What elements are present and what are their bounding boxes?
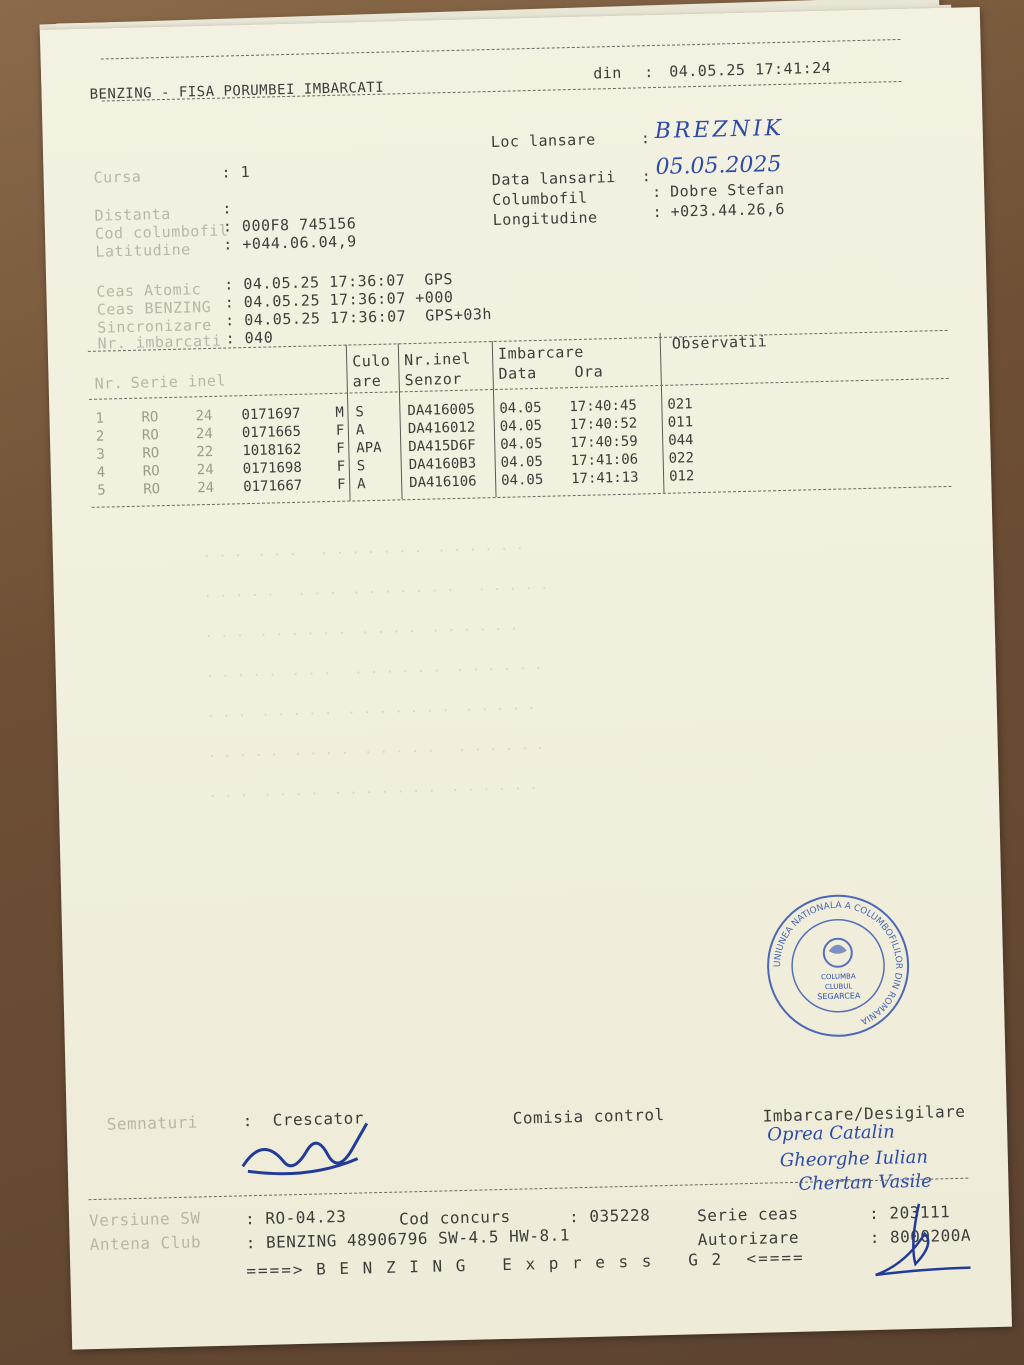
cell-senzor: DA416012 (407, 419, 476, 438)
top-rule (101, 39, 901, 60)
cell-tara: RO (142, 463, 160, 480)
loc-label: Loc lansare (490, 130, 596, 152)
stamp-inner-text: COLUMBA (820, 972, 856, 982)
cell-obs: 012 (668, 468, 695, 485)
cell-inel: 0171665 (241, 423, 302, 442)
autorizare-label: Autorizare (697, 1227, 800, 1250)
cell-data: 04.05 (500, 471, 544, 489)
cell-tara: RO (141, 427, 159, 444)
cell-tara: RO (142, 445, 160, 462)
din-label: din (593, 63, 623, 83)
cell-sex: F (336, 458, 346, 475)
col-observatii: Observatii (671, 332, 768, 353)
cell-an: 22 (196, 443, 214, 461)
cell-obs: 011 (667, 414, 694, 431)
stamp-club-1: CLUBUL (824, 982, 853, 992)
col-imbarcare: Imbarcare (497, 342, 585, 363)
ceas-atomic-suffix: GPS (424, 269, 454, 289)
cell-sex: M (335, 404, 345, 421)
cell-obs: 021 (667, 396, 693, 413)
show-through-text: . . . . . . . . . . . . . . . . . . . . . . . . . . . . . . . . . . . . . . . . . . . . . . . . . . . . . . . . . . . . . . . . . . . . . . . . . . . . . . . . . . . . . . . . . . . . . . . . . . . . . . . . . . . . . . . . . . . . . . . . . . . . . . . . . . . . . . . . . . (202, 538, 549, 802)
cell-nr: 3 (96, 446, 106, 463)
versiune-label: Versiune SW (88, 1208, 201, 1231)
cell-data: 04.05 (500, 435, 543, 453)
brand-line: ====> B E N Z I N G E x p r e s s G 2 <==== (246, 1247, 805, 1281)
col-culoare-1: Culo (351, 351, 391, 371)
cell-nr: 4 (96, 464, 106, 481)
cell-inel: 0171697 (241, 405, 301, 424)
cell-culoare: S (355, 404, 365, 421)
cell-data: 04.05 (499, 399, 542, 417)
cell-nr: 1 (95, 410, 105, 427)
cell-tara: RO (143, 481, 161, 498)
crescator-signature (237, 1118, 399, 1192)
col-data: Data (498, 363, 537, 383)
cell-obs: 022 (668, 450, 695, 467)
ceas-benzing-suffix: +000 (415, 287, 454, 307)
ceas-benzing-value: 04.05.25 17:36:07 (243, 289, 406, 312)
club-stamp (761, 889, 915, 1043)
imbarcati-label: Nr. imbarcati (97, 331, 222, 353)
cell-ora: 17:40:45 (569, 397, 637, 416)
doc-title: BENZING - FISA PORUMBEI IMBARCATI (89, 79, 385, 103)
cod-concurs-label: Cod concurs (398, 1206, 511, 1229)
handwritten-name-2: Gheorghe Iulian (779, 1146, 929, 1172)
cell-nr: 2 (95, 428, 105, 445)
din-value: 04.05.25 17:41:24 (668, 58, 832, 81)
columbofil-value: Dobre Stefan (669, 179, 785, 201)
cell-an: 24 (195, 407, 213, 425)
longitudine-value: +023.44.26,6 (670, 199, 786, 221)
imbarcare-desigilare-label: Imbarcare/Desigilare (762, 1101, 966, 1126)
col-culoare-2: are (352, 371, 382, 391)
cell-data: 04.05 (500, 453, 544, 471)
comisia-label: Comisia control (512, 1105, 665, 1128)
cod-concurs-value: 035228 (589, 1205, 651, 1226)
cell-obs: 044 (668, 432, 694, 449)
cell-sex: F (335, 422, 345, 439)
col-ora: Ora (574, 362, 604, 382)
ceas-benzing-label: Ceas BENZING (96, 297, 212, 319)
document-sheet: BENZING - FISA PORUMBEI IMBARCATI din : 04.05.25 17:41:24 Loc lansare : BREZNIK Data lansarii : 05.05.2025 Columbofil : Dobre Stefan Longitudine : +023.44.26,6 Cursa : 1 Distanta : Cod columbofil : 000F8 745156 Latitudine : +044.06.04,9 Ceas Atomic : 04.05.25 17:36:07 GPS Ceas BENZING : 04.05.25 17:36:07 +000 Sincronizare : 04.05.25 17:36:07 GPS+03h Nr. imbarcati : 040 Nr. Serie inel Culo are Nr.inel Senzor Imbarcare Data Ora Observatii 1 RO 24 0171697 M S DA416005 04.05 17:40:45 021 2 RO 24 0171665 F A DA416012 04.05 17:40:52 011 3 RO 22 1018162 F APA DA415D6F 04.05 17:40:59 044 4 RO 24 0171698 F S DA4160B3 04.05 17:41:06 022 5 RO 24 0171667 F A DA416106 04.05 17:41:13 012 . . . . . . . . . . . . . . . . . . . . . . . . . . . . . . . . . . . . . . . . . . . . . . . . . . . . . . . . . . . . . . . . . . . . . . . . . . . . . . . . . . . . . . . . . . . . . . . . . . . . . . . . . . . . . . . . . . . . . . . . . . . . . . . . . . . . . . . . . . UNIUNEA NATIONALA A COLUMBOFILILOR DIN ROMANIA COLUMBA CLUBUL SEGARCEA Semnaturi : Crescator Comisia control Imbarcare/Desigilare Oprea Catalin Gheorghe Iulian Chertan Vasile Versiune SW : RO-04.23 Cod concurs : 035228 Serie ceas : 203111 Antena Club : BENZING 48906796 SW-4.5 HW-8.1 Autorizare : 8000200A ====> B E N Z I N G E x p r e s s G 2 <==== (40, 7, 1012, 1350)
cell-senzor: DA4160B3 (408, 455, 477, 474)
cell-inel: 1018162 (242, 441, 302, 460)
cell-ora: 17:40:52 (569, 415, 638, 434)
versiune-value: RO-04.23 (265, 1206, 347, 1228)
cell-culoare: APA (356, 439, 382, 457)
cell-ora: 17:41:13 (570, 469, 639, 488)
col-nr: Nr. (94, 374, 124, 393)
loc-value: BREZNIK (654, 115, 785, 145)
col-senzor-2: Senzor (404, 369, 463, 390)
col-serie: Serie inel (130, 371, 227, 392)
cell-tara: RO (141, 409, 159, 426)
cell-ora: 17:40:59 (570, 433, 638, 452)
cod-label: Cod columbofil (94, 221, 229, 243)
cell-an: 24 (196, 461, 214, 479)
sincronizare-label: Sincronizare (97, 315, 212, 337)
stamp-club-2: SEGARCEA (817, 991, 861, 1002)
cell-culoare: A (357, 476, 366, 493)
cell-nr: 5 (97, 482, 106, 499)
distanta-label: Distanta (94, 204, 172, 225)
cell-senzor: DA415D6F (408, 437, 476, 456)
ceas-atomic-value: 04.05.25 17:36:07 (243, 271, 406, 294)
semnaturi-label: Semnaturi (106, 1112, 199, 1134)
cell-ora: 17:41:06 (570, 451, 639, 470)
antena-value: BENZING 48906796 SW-4.5 HW-8.1 (265, 1225, 571, 1252)
lat-label: Latitudine (95, 240, 191, 261)
col-senzor-1: Nr.inel (403, 349, 472, 370)
crescator-label: Crescator (272, 1108, 365, 1130)
serie-ceas-label: Serie ceas (696, 1203, 799, 1226)
handwritten-name-1: Oprea Catalin (766, 1121, 896, 1146)
cell-sex: F (336, 440, 345, 457)
cell-culoare: S (356, 458, 366, 475)
data-lansarii-label: Data lansarii (491, 167, 616, 190)
authorization-signature (859, 1198, 971, 1281)
serie-ceas-value: 203111 (889, 1202, 951, 1223)
antena-label: Antena Club (89, 1232, 202, 1255)
ceas-atomic-label: Ceas Atomic (96, 280, 202, 301)
cell-an: 24 (197, 479, 215, 497)
handwritten-name-3: Chertan Vasile (798, 1170, 933, 1195)
imbarcati-value: 040 (244, 328, 274, 348)
data-lansarii-value: 05.05.2025 (655, 151, 782, 180)
lat-value: +044.06.04,9 (242, 232, 357, 254)
cell-senzor: DA416005 (407, 401, 476, 420)
autorizare-value: 8000200A (889, 1225, 972, 1247)
cell-inel: 0171667 (243, 477, 303, 496)
cell-senzor: DA416106 (408, 473, 477, 492)
cell-inel: 0171698 (242, 459, 302, 478)
columbofil-label: Columbofil (492, 188, 588, 209)
table-bottom-rule (92, 486, 952, 508)
sincronizare-suffix: GPS+03h (425, 305, 493, 325)
stamp-outer-text: UNIUNEA NATIONALA A COLUMBOFILILOR DIN ROMANIA (773, 900, 904, 1026)
cell-sex: F (337, 476, 346, 493)
sincronizare-value: 04.05.25 17:36:07 (243, 307, 407, 330)
cell-an: 24 (195, 425, 213, 443)
cursa-label: Cursa (93, 167, 142, 187)
cell-culoare: A (355, 422, 365, 439)
cod-value: 000F8 745156 (241, 214, 357, 236)
longitudine-label: Longitudine (492, 208, 598, 229)
cell-data: 04.05 (499, 417, 543, 435)
cursa-value: 1 (240, 162, 251, 182)
